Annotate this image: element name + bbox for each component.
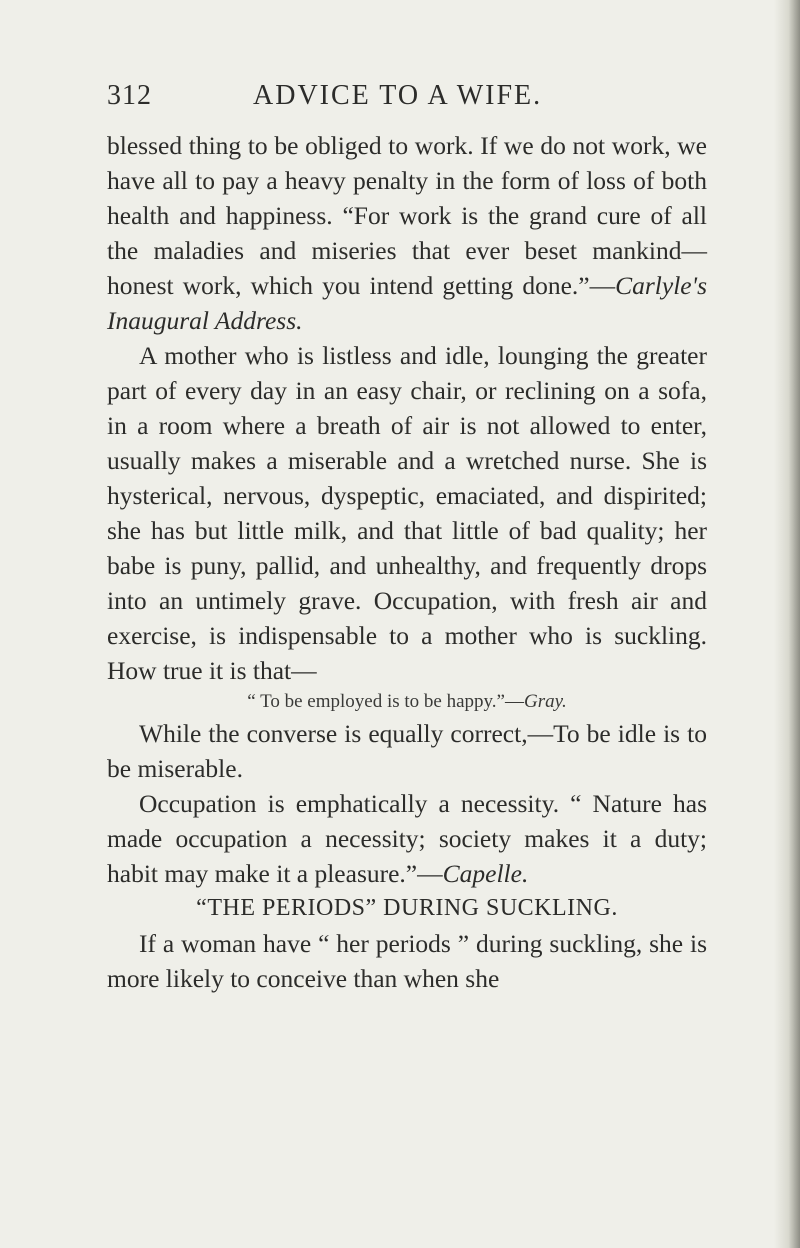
paragraph-mother: A mother who is listless and idle, lounging the greater part of every day in an easy chair, or reclining on a sofa, in a room where a breath of air is not allowed to enter, usually makes a miserable and a wretched nurse. She is hysterical, nervous, dyspeptic, emaciated, and dispirited; she has but little milk, and that little of bad quality; her babe is puny, pallid, and unhealthy, and frequently drops into an untimely grave. Occupation, with fresh air and exercise, is indispensable to a mother who is suckling. How true it is that— (107, 341, 707, 685)
paragraph-continued (107, 128, 707, 338)
gray-quote (107, 688, 707, 716)
gray-quote-attribution: Gray. (524, 691, 567, 712)
paragraph-periods: If a woman have “ her periods ” during suckling, she is more likely to conceive than when she (107, 929, 707, 993)
paragraph-1-text: blessed thing to be obliged to work. If we do not work, we have all to pay a heavy penalty in the form of loss of both health and happiness. “For work is the grand cure of all the maladies and miseries that ever beset mankind—honest work, which you intend getting done.”— (107, 131, 707, 300)
page-edge-shadow (774, 0, 800, 1248)
paragraph-4-source: Capelle. (442, 859, 529, 888)
gray-quote-text: “ To be employed is to be happy.”— (247, 691, 524, 712)
paragraph-occupation (107, 786, 707, 891)
running-head-title: ADVICE TO A WIFE. (253, 80, 543, 111)
paragraph-converse: While the converse is equally correct,—To be idle is to be miserable. (107, 719, 707, 783)
running-head (107, 80, 687, 120)
paragraph-1-source: Carlyle's Inaugural Address. (107, 271, 707, 335)
paragraph-4-text: Occupation is emphatically a necessity. “ Nature has made occupation a necessity; society makes it a duty; habit may make it a pleasure.”— (107, 789, 707, 888)
section-heading: “THE PERIODS” DURING SUCKLING. (196, 895, 618, 921)
body-text (107, 128, 707, 996)
page-number: 312 (107, 80, 152, 111)
